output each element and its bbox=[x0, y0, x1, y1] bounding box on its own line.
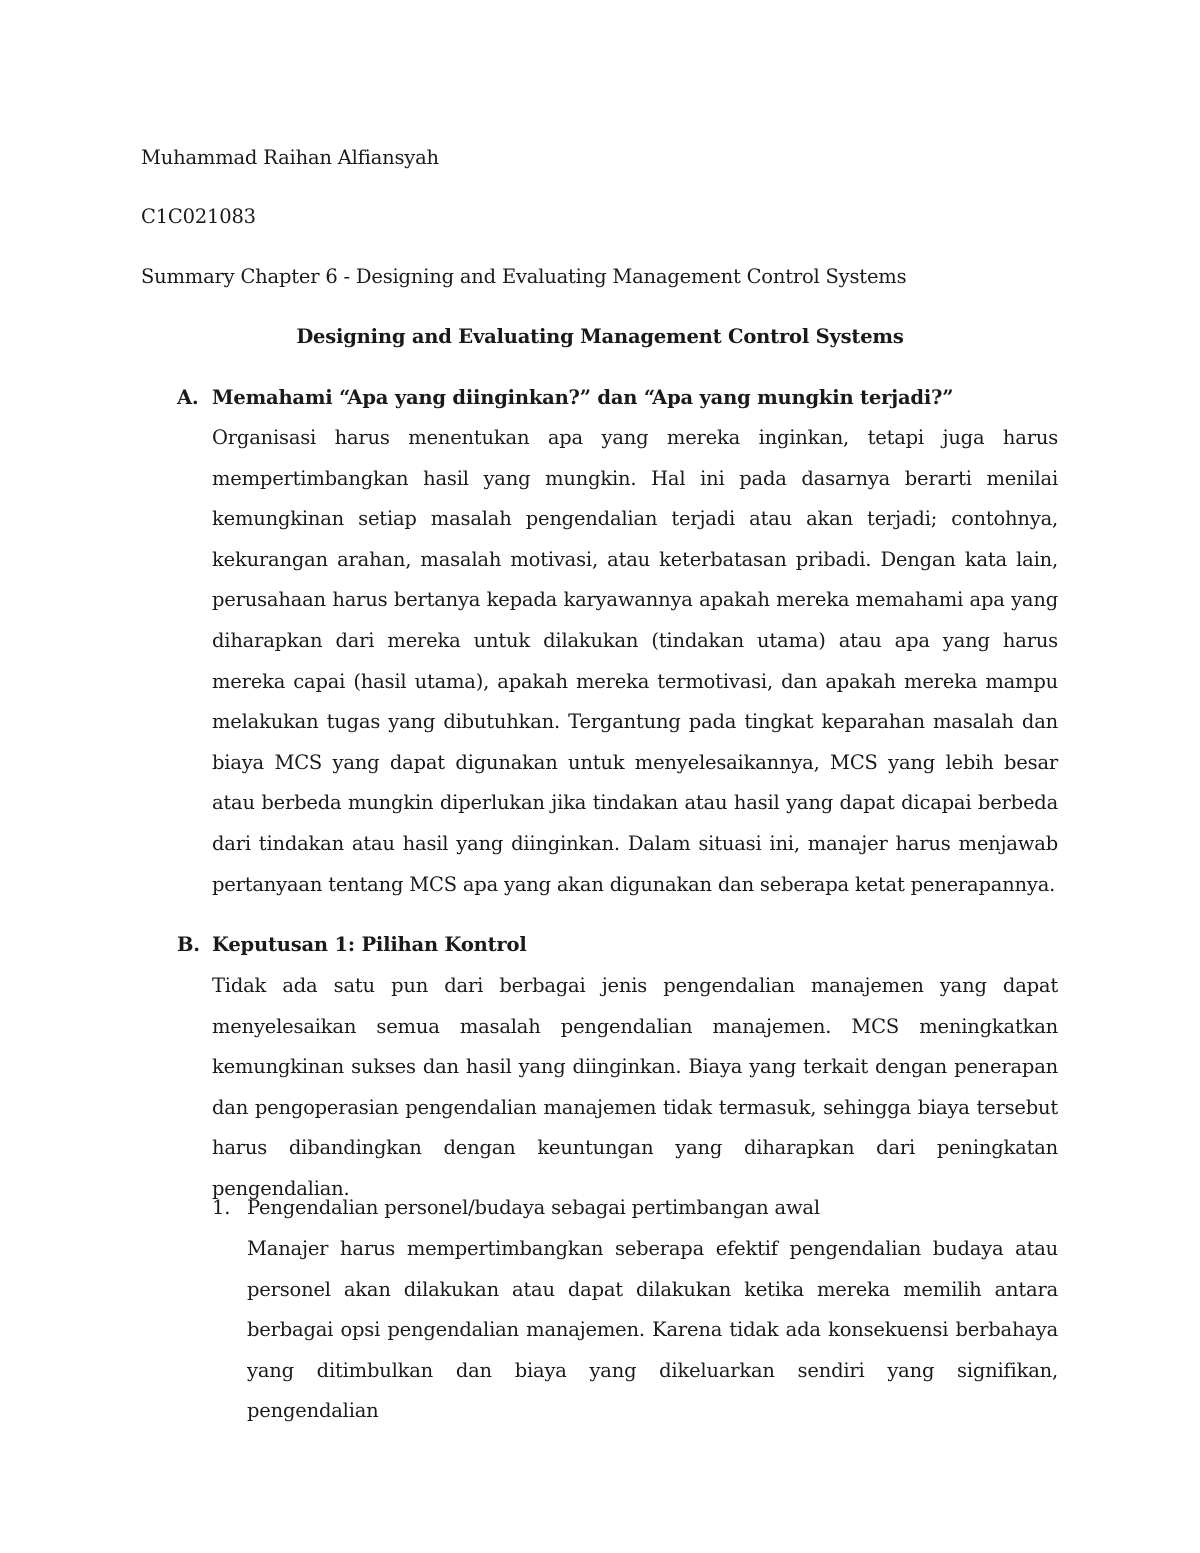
student-id: C1C021083 bbox=[141, 205, 256, 228]
summary-line: Summary Chapter 6 - Designing and Evaluating Management Control Systems bbox=[141, 265, 907, 288]
subsection-1-title: Pengendalian personel/budaya sebagai pertimbangan awal bbox=[247, 1196, 820, 1219]
author-name: Muhammad Raihan Alfiansyah bbox=[141, 146, 439, 169]
subsection-1-marker: 1. bbox=[212, 1196, 231, 1219]
subsection-1-body: Manajer harus mempertimbangkan seberapa efektif pengendalian budaya atau personel akan dilakukan atau dapat dilakukan ketika mereka memilih antara berbagai opsi pengendalian manajemen. Karena tidak ada konsekuensi berbahaya yang ditimbulkan dan biaya yang dikeluarkan sendiri yang signifikan, pengendalian bbox=[247, 1237, 1058, 1423]
section-a-heading bbox=[177, 386, 953, 410]
subsection-1-heading bbox=[212, 1196, 820, 1220]
section-a-marker: A. bbox=[177, 386, 199, 409]
section-b-heading bbox=[177, 933, 527, 957]
section-a-title: Memahami “Apa yang diinginkan?” dan “Apa yang mungkin terjadi?” bbox=[212, 386, 954, 409]
section-b-marker: B. bbox=[177, 933, 200, 956]
section-a-body: Organisasi harus menentukan apa yang mereka inginkan, tetapi juga harus mempertimbangkan hasil yang mungkin. Hal ini pada dasarnya berarti menilai kemungkinan setiap masalah pengendalian terjadi atau akan terjadi; contohnya, kekurangan arahan, masalah motivasi, atau keterbatasan pribadi. Dengan kata lain, perusahaan harus bertanya kepada karyawannya apakah mereka memahami apa yang diharapkan dari mereka untuk dilakukan (tindakan utama) atau apa yang harus mereka capai (hasil utama), apakah mereka termotivasi, dan apakah mereka mampu melakukan tugas yang dibutuhkan. Tergantung pada tingkat keparahan masalah dan biaya MCS yang dapat digunakan untuk menyelesaikannya, MCS yang lebih besar atau berbeda mungkin diperlukan jika tindakan atau hasil yang dapat dicapai berbeda dari tindakan atau hasil yang diinginkan. Dalam situasi ini, manajer harus menjawab pertanyaan tentang MCS apa yang akan digunakan dan seberapa ketat penerapannya. bbox=[212, 426, 1058, 896]
document-title: Designing and Evaluating Management Control Systems bbox=[296, 325, 904, 348]
section-b-title: Keputusan 1: Pilihan Kontrol bbox=[212, 933, 527, 956]
section-b-body: Tidak ada satu pun dari berbagai jenis pengendalian manajemen yang dapat menyelesaikan semua masalah pengendalian manajemen. MCS meningkatkan kemungkinan sukses dan hasil yang diinginkan. Biaya yang terkait dengan penerapan dan pengoperasian pengendalian manajemen tidak termasuk, sehingga biaya tersebut harus dibandingkan dengan keuntungan yang diharapkan dari peningkatan pengendalian. bbox=[212, 974, 1058, 1200]
